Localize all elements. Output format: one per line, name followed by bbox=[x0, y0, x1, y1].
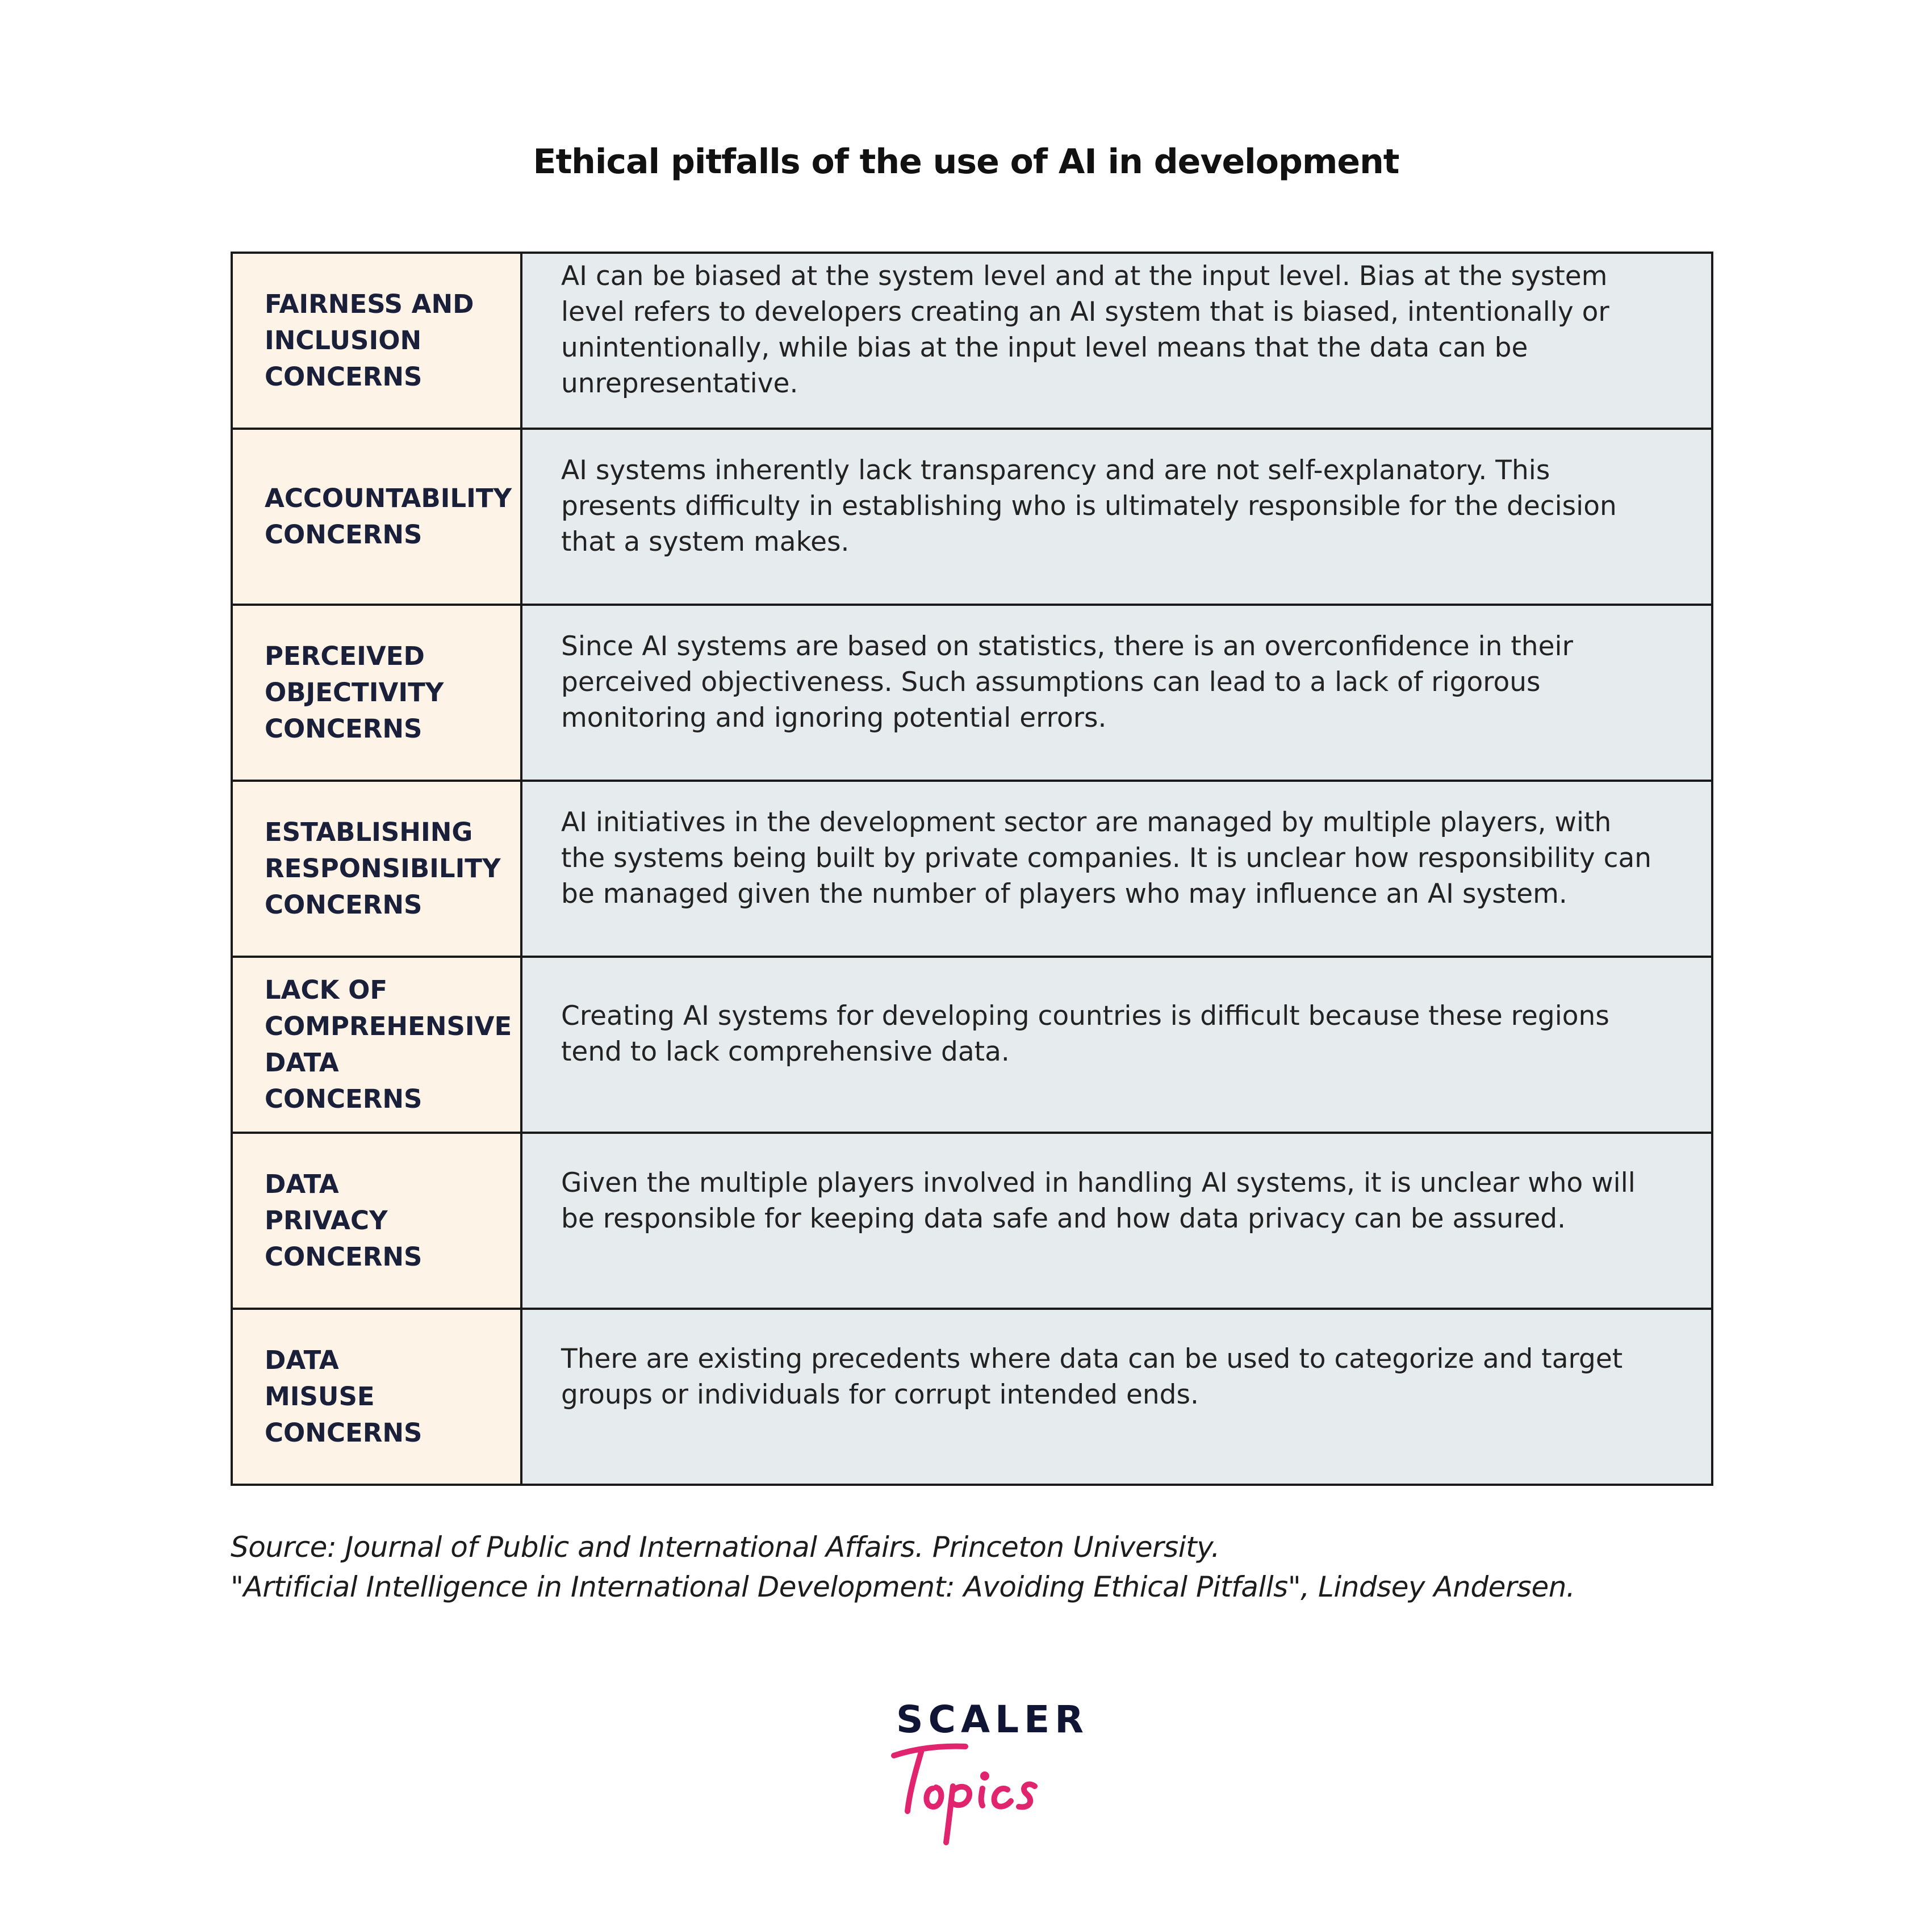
row-description: AI can be biased at the system level and at the input level. Bias at the system level refers to developers creating an AI system that is biased, intentionally or unintentionally, while bias at the input level means that the data can be unrepresentative. bbox=[521, 253, 1712, 429]
scaler-topics-logo bbox=[886, 1698, 1089, 1851]
row-label: ESTABLISHING RESPONSIBILITY CONCERNS bbox=[232, 781, 521, 957]
row-description: AI initiatives in the development sector are managed by multiple players, with the systems being built by private companies. It is unclear how responsibility can be managed given the number of players who may influence an AI system. bbox=[521, 781, 1712, 957]
row-label: ACCOUNTABILITY CONCERNS bbox=[232, 429, 521, 605]
row-description: There are existing precedents where data can be used to categorize and target groups or individuals for corrupt intended ends. bbox=[521, 1309, 1712, 1485]
table-row bbox=[232, 1133, 1712, 1309]
source-line-1: Source: Journal of Public and International Affairs. Princeton University. bbox=[231, 1531, 1220, 1564]
table-row bbox=[232, 957, 1712, 1133]
logo-brand-text: SCALER bbox=[896, 1698, 1089, 1741]
table-row bbox=[232, 429, 1712, 605]
logo-topics-script-icon bbox=[886, 1726, 1056, 1851]
row-label: DATA MISUSE CONCERNS bbox=[232, 1309, 521, 1485]
table-row bbox=[232, 253, 1712, 429]
table-row bbox=[232, 605, 1712, 781]
source-citation bbox=[231, 1527, 1575, 1607]
table-row bbox=[232, 1309, 1712, 1485]
row-description: Creating AI systems for developing countries is difficult because these regions tend to lack comprehensive data. bbox=[521, 957, 1712, 1133]
row-label: LACK OF COMPREHENSIVE DATA CONCERNS bbox=[232, 957, 521, 1133]
row-description: AI systems inherently lack transparency and are not self-explanatory. This presents difficulty in establishing who is ultimately responsible for the decision that a system makes. bbox=[521, 429, 1712, 605]
source-line-2: "Artificial Intelligence in International Development: Avoiding Ethical Pitfalls", Lindsey Andersen. bbox=[231, 1570, 1575, 1603]
row-description: Since AI systems are based on statistics, there is an overconfidence in their perceived objectiveness. Such assumptions can lead to a lack of rigorous monitoring and ignoring potential errors. bbox=[521, 605, 1712, 781]
row-label: FAIRNESS AND INCLUSION CONCERNS bbox=[232, 253, 521, 429]
row-label: PERCEIVED OBJECTIVITY CONCERNS bbox=[232, 605, 521, 781]
pitfalls-table bbox=[231, 252, 1713, 1486]
row-label: DATA PRIVACY CONCERNS bbox=[232, 1133, 521, 1309]
page-title: Ethical pitfalls of the use of AI in development bbox=[533, 142, 1399, 182]
row-description: Given the multiple players involved in handling AI systems, it is unclear who will be responsible for keeping data safe and how data privacy can be assured. bbox=[521, 1133, 1712, 1309]
table-row bbox=[232, 781, 1712, 957]
